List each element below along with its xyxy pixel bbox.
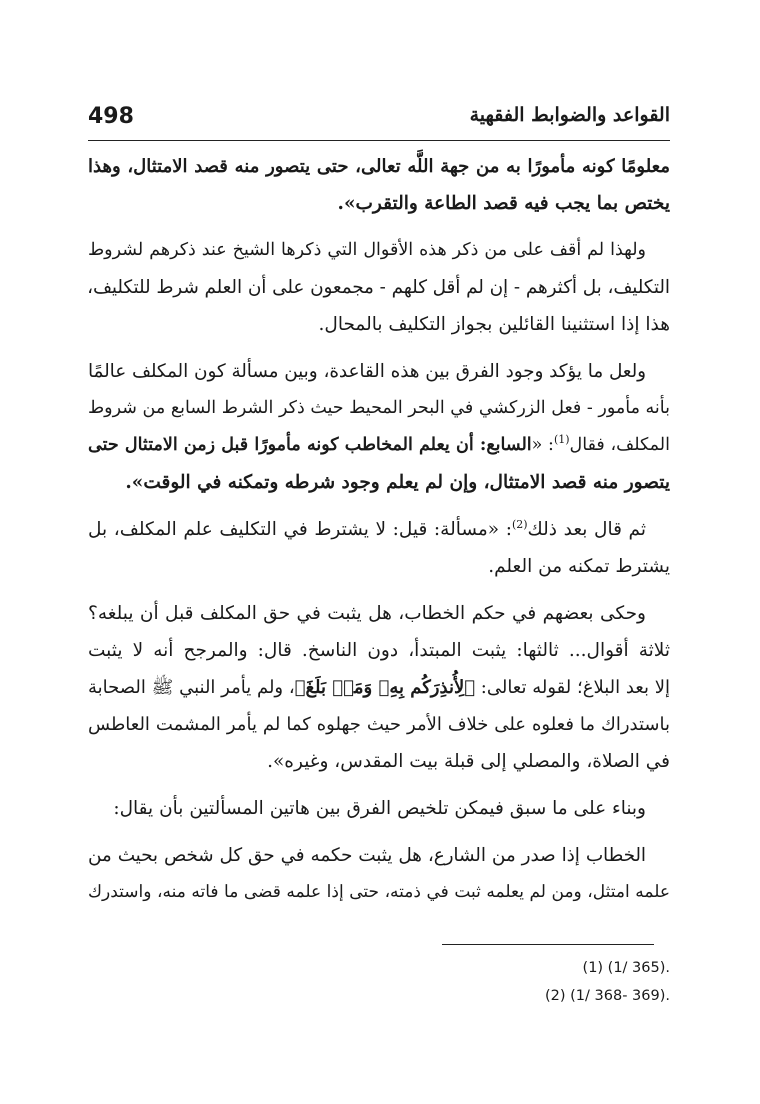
text-segment: ، ولم يأمر النبي ﷺ الصحابة [88, 677, 295, 698]
footnote-divider [442, 944, 654, 945]
footnote-marker: (1) [553, 433, 570, 447]
text-line: في الصلاة، والمصلي إلى قبلة بيت المقدس، وغيره». [267, 751, 670, 772]
text-line: يتصور منه قصد الامتثال، وإن لم يعلم وجود شرطه وتمكنه في الوقت». [125, 472, 670, 493]
text-line: هذا إذا استثنينا القائلين بجواز التكليف بالمحال. [318, 314, 670, 335]
text-line: ولهذا لم أقف على من ذكر هذه الأقوال التي ذكرها الشيخ عند ذكرهم لشروط [88, 240, 646, 260]
text-line: علمه امتثل، ومن لم يعلمه ثبت في ذمته، حتى إذا علمه قضى ما فاته منه، واستدرك [88, 882, 670, 902]
text-segment: ثم قال بعد ذلك [527, 519, 646, 540]
text-line [88, 669, 670, 706]
page-header [88, 100, 670, 134]
text-line: الخطاب إذا صدر من الشارع، هل يثبت حكمه في حق كل شخص بحيث من [88, 845, 646, 866]
text-line [88, 427, 670, 464]
text-line: وحكى بعضهم في حكم الخطاب، هل يثبت في حق المكلف قبل أن يبلغه؟ [88, 603, 646, 624]
paragraph-3 [88, 353, 670, 501]
footnote-2: (2) (1/ 368- 369). [545, 988, 670, 1004]
page-number: 498 [88, 104, 134, 129]
text-segment: المكلف، فقال [569, 435, 670, 455]
header-divider [88, 140, 670, 141]
paragraph-4 [88, 511, 670, 585]
text-line: معلومًا كونه مأمورًا به من جهة اللَّه تعالى، حتى يتصور منه قصد الامتثال، وهذا [88, 156, 670, 177]
paragraph-1 [88, 148, 670, 222]
text-line: بأنه مأمور - فعل الزركشي في البحر المحيط حيث ذكر الشرط السابع من شروط [88, 398, 670, 418]
quoted-text: السابع: أن يعلم المخاطب كونه مأمورًا قبل زمن الامتثال حتى [88, 435, 532, 455]
main-text [88, 148, 670, 921]
text-line [88, 511, 670, 548]
paragraph-7 [88, 837, 670, 911]
text-line: ثلاثة أقوال... ثالثها: يثبت المبتدأ، دون الناسخ. قال: والمرجح أنه لا يثبت [88, 640, 670, 661]
text-segment: : «مسألة: قيل: لا يشترط في التكليف علم المكلف، بل [88, 519, 512, 540]
text-line: ولعل ما يؤكد وجود الفرق بين هذه القاعدة، وبين مسألة كون المكلف عالمًا [88, 361, 646, 382]
text-segment: إلا بعد البلاغ؛ لقوله تعالى: [475, 677, 670, 698]
footnote-1: (1) (1/ 365). [582, 960, 670, 976]
paragraph-6 [88, 790, 670, 827]
text-line: باستدراك ما فعلوه على خلاف الأمر حيث جهلوه كما لم يأمر المشمت العاطس [88, 714, 670, 735]
paragraph-5 [88, 595, 670, 780]
text-line: وبناء على ما سبق فيمكن تلخيص الفرق بين هاتين المسألتين بأن يقال: [113, 798, 646, 819]
paragraph-2 [88, 232, 670, 343]
running-title: القواعد والضوابط الفقهية [469, 104, 670, 126]
text-line: التكليف، بل أكثرهم - إن لم أقل كلهم - مجمعون على أن العلم شرط للتكليف، [87, 277, 670, 298]
text-line: يشترط تمكنه من العلم. [488, 556, 670, 577]
text-segment: : « [531, 435, 554, 455]
footnote-marker: (2) [511, 517, 528, 531]
quran-verse: ﴿لِأُنذِرَكُم بِهِۦ وَمَنۢ بَلَغَ﴾ [294, 677, 476, 698]
text-line: يختص بما يجب فيه قصد الطاعة والتقرب». [337, 193, 670, 214]
